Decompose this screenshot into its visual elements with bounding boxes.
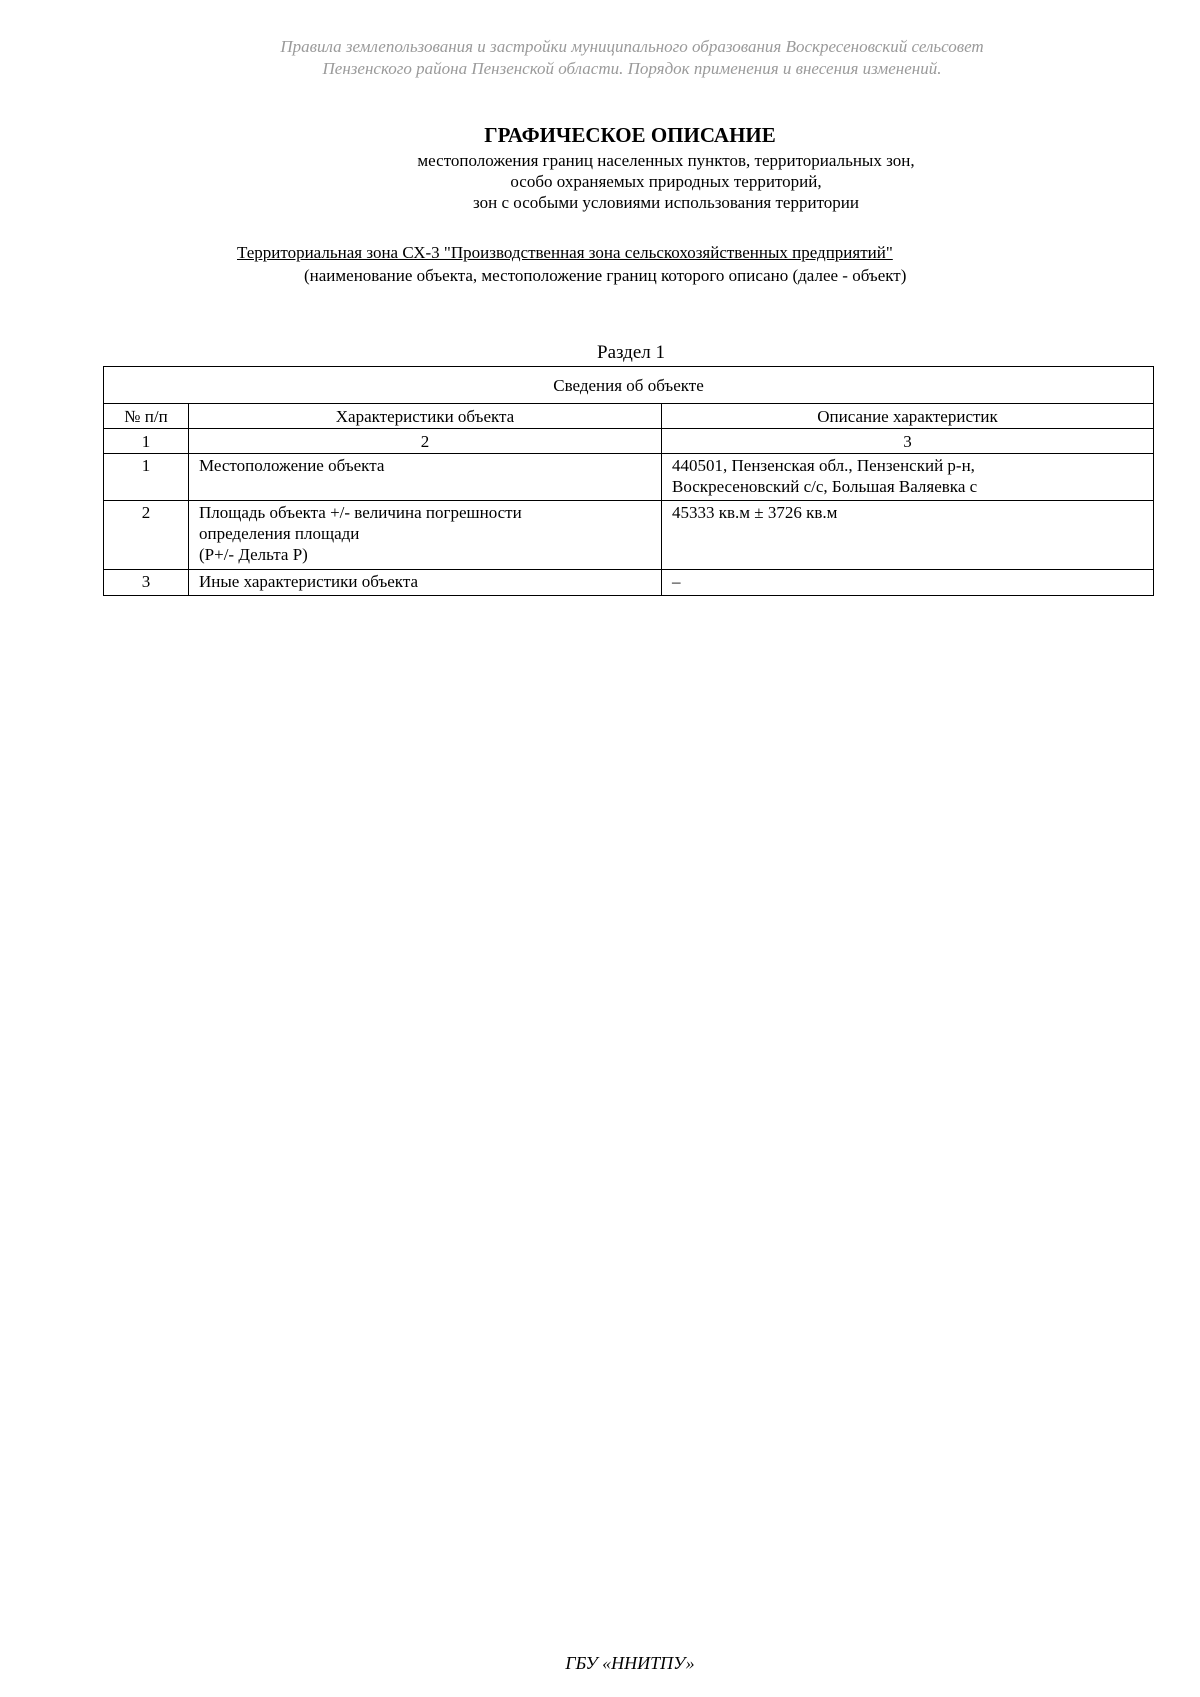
row-num: 2 [104,501,189,570]
characteristic-line: Иные характеристики объекта [199,572,419,591]
subtitle-line-2: особо охраняемых природных территорий, [510,172,822,191]
subtitle-line-3: зон с особыми условиями использования территории [473,193,859,212]
document-title: ГРАФИЧЕСКОЕ ОПИСАНИЕ [484,123,776,147]
subtitle-line-1: местоположения границ населенных пунктов, территориальных зон, [417,151,915,170]
header-description: Описание характеристик [662,404,1154,429]
page-footer: ГБУ «ННИТПУ» [565,1653,695,1673]
running-header-line-1: Правила землепользования и застройки муниципального образования Воскресеновский сельсовет [280,37,984,56]
characteristic-line: Площадь объекта +/- величина погрешности [199,503,522,522]
section-title: Раздел 1 [597,342,665,363]
object-name-caption: (наименование объекта, местоположение границ которого описано (далее - объект) [304,266,907,285]
characteristic-line: Местоположение объекта [199,456,385,475]
document-subtitle [0,150,1200,213]
row-description [662,501,1154,570]
column-number-2: 2 [189,429,662,454]
row-characteristic [189,570,662,596]
row-characteristic [189,501,662,570]
running-header [0,36,1200,80]
table-row [104,454,1154,501]
table-caption: Сведения об объекте [104,367,1154,404]
row-characteristic [189,454,662,501]
table-caption-row [104,367,1154,404]
column-number-1: 1 [104,429,189,454]
characteristic-line: определения площади [199,524,360,543]
table-header-row [104,404,1154,429]
object-name: Территориальная зона СХ-3 "Производственная зона сельскохозяйственных предприятий" [237,243,893,262]
table-row [104,570,1154,596]
description-line: 440501, Пензенская обл., Пензенский р-н, [672,456,975,475]
running-header-line-2: Пензенского района Пензенской области. Порядок применения и внесения изменений. [322,59,942,78]
characteristic-line: (Р+/- Дельта Р) [199,545,308,564]
table-column-numbers-row [104,429,1154,454]
header-num: № п/п [104,404,189,429]
row-description [662,454,1154,501]
table-row [104,501,1154,570]
description-line: 45333 кв.м ± 3726 кв.м [672,503,838,522]
row-description [662,570,1154,596]
description-line: Воскресеновский с/с, Большая Валяевка с [672,477,978,496]
object-info-table [103,366,1154,596]
row-num: 1 [104,454,189,501]
column-number-3: 3 [662,429,1154,454]
row-num: 3 [104,570,189,596]
header-characteristic: Характеристики объекта [189,404,662,429]
description-line: – [672,572,681,591]
